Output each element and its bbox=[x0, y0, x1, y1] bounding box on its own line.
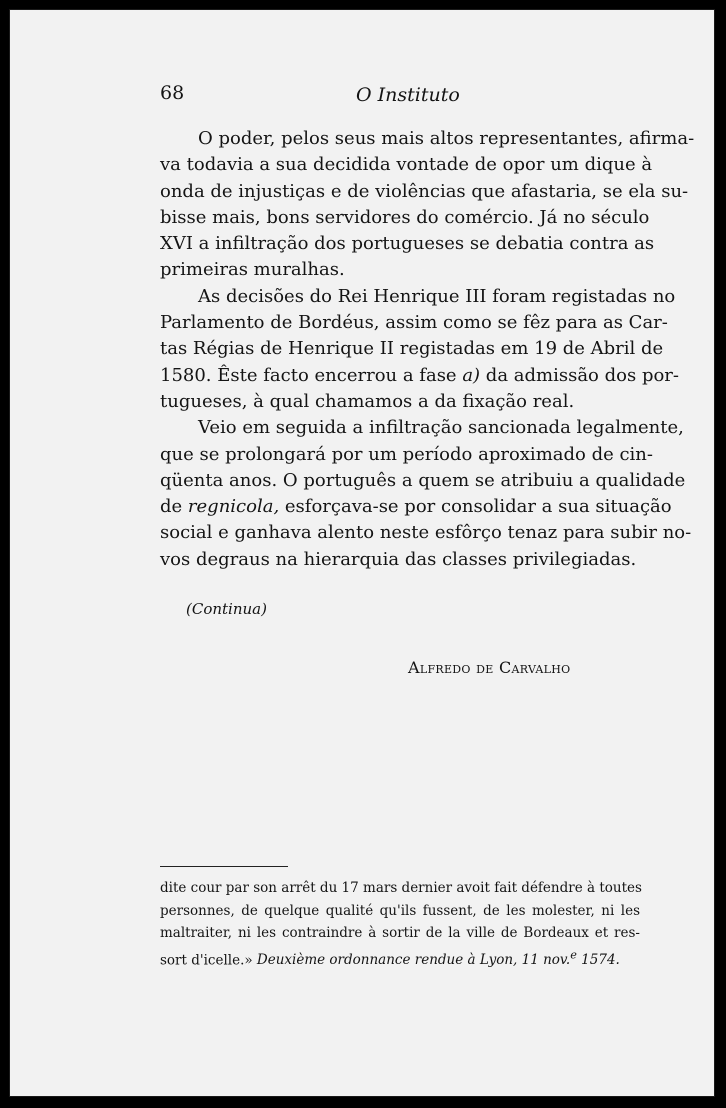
text-segment: da admissão dos por- bbox=[480, 364, 679, 386]
footnote bbox=[160, 877, 640, 967]
italic-citation bbox=[256, 948, 620, 968]
footnote-line: personnes, de quelque qualité qu'ils fussent, de les molester, ni les bbox=[160, 902, 640, 919]
page-header bbox=[160, 82, 640, 112]
citation-text: Deuxième ordonnance rendue à Lyon, 11 nov. bbox=[256, 952, 571, 968]
text-line: bisse mais, bons servidores do comércio. Já no século bbox=[160, 206, 650, 228]
text-line: XVI a infiltração dos portugueses se debatia contra as bbox=[160, 233, 655, 255]
running-title: O Instituto bbox=[356, 84, 460, 106]
text-line: O poder, pelos seus mais altos representantes, afirma- bbox=[198, 128, 695, 149]
text-line: qüenta anos. O português a quem se atribuiu a qualidade bbox=[160, 469, 686, 491]
author-signature: Alfredo de Carvalho bbox=[408, 658, 571, 677]
text-line: Parlamento de Bordéus, assim como se fêz para as Car- bbox=[160, 312, 668, 334]
text-segment: 1580. Êste facto encerrou a fase bbox=[160, 364, 457, 386]
text-line: As decisões do Rei Henrique III foram registadas no bbox=[198, 285, 676, 307]
page-number: 68 bbox=[160, 82, 185, 104]
text-line: onda de injustiças e de violências que afastaria, se ela su- bbox=[160, 180, 689, 202]
citation-year: 1574. bbox=[576, 952, 620, 968]
continua-note: (Continua) bbox=[186, 600, 267, 618]
italic-term: regnicola, bbox=[187, 496, 280, 518]
text-line: tas Régias de Henrique II registadas em 19 de Abril de bbox=[160, 338, 664, 360]
footnote-line bbox=[160, 945, 640, 968]
text-segment: esforçava-se por consolidar a sua situação bbox=[279, 496, 672, 518]
text-line: tugueses, à qual chamamos a da fixação real. bbox=[160, 390, 575, 412]
text-line: social e ganhava alento neste esfôrço tenaz para subir no- bbox=[160, 522, 692, 544]
superscript: e bbox=[570, 948, 577, 962]
text-segment: sort d'icelle.» bbox=[160, 952, 253, 968]
text-line bbox=[160, 494, 672, 520]
text-line: vos degraus na hierarquia das classes privilegiadas. bbox=[160, 548, 637, 570]
page bbox=[9, 9, 715, 1097]
text-line: que se prolongará por um período aproximado de cin- bbox=[160, 443, 653, 465]
body-text bbox=[160, 126, 695, 573]
footnote-line: dite cour par son arrêt du 17 mars dernier avoit fait défendre à toutes bbox=[160, 880, 642, 896]
text-line: primeiras muralhas. bbox=[160, 259, 345, 281]
text-line: va todavia a sua decidida vontade de opor um dique à bbox=[160, 154, 653, 176]
italic-term: a) bbox=[462, 364, 481, 386]
text-line: Veio em seguida a infiltração sancionada legalmente, bbox=[198, 417, 684, 439]
footnote-line: maltraiter, ni les contraindre à sortir de la ville de Bordeaux et res- bbox=[160, 925, 640, 941]
text-segment: de bbox=[160, 496, 183, 518]
footnote-divider bbox=[160, 866, 288, 867]
text-line bbox=[160, 363, 679, 389]
